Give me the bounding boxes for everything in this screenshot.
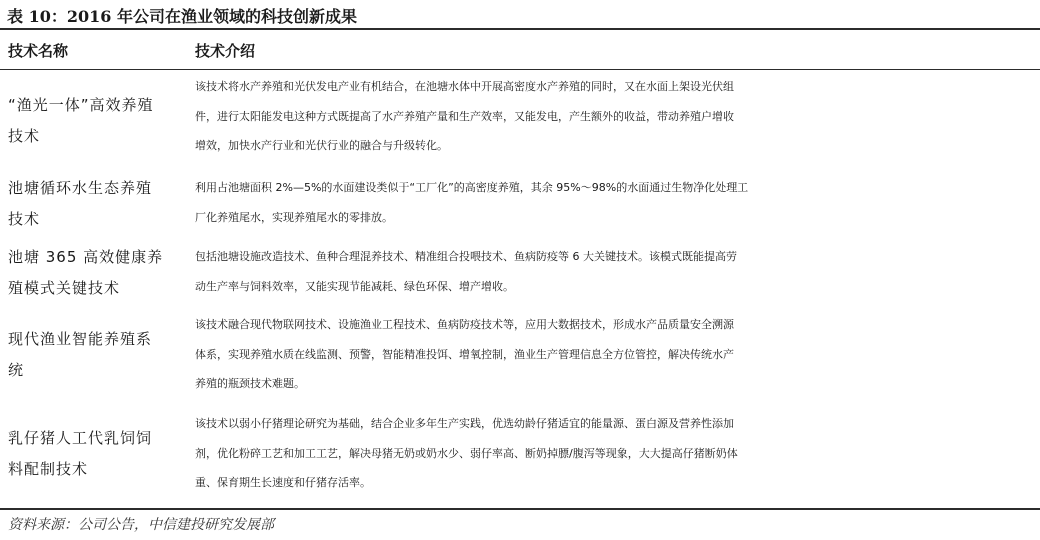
table-row	[0, 70, 1040, 158]
tech-desc-line: 件，进行太阳能发电这种方式既提高了水产养殖产量和生产效率，又能发电，产生额外的收益，带动养殖户增收	[195, 109, 734, 123]
tech-name-cell	[8, 90, 188, 152]
tech-desc-line: 该技术将水产养殖和光伏发电产业有机结合，在池塘水体中开展高密度水产养殖的同时，又在水面上架设光伏组	[195, 80, 734, 93]
table-header-row	[0, 30, 1040, 70]
table-bottom-rule	[0, 508, 1040, 510]
tech-desc-line: 动生产率与饲料效率，又能实现节能减耗、绿色环保、增产增收。	[195, 279, 514, 293]
tech-name-line: 统	[8, 361, 25, 379]
source-note: 资料来源：公司公告，中信建投研究发展部	[8, 517, 274, 533]
column-header-tech-desc: 技术介绍	[195, 42, 256, 60]
tech-name-line: 乳仔猪人工代乳饲饲	[8, 429, 153, 447]
tech-name-line: 池塘循环水生态养殖	[8, 179, 153, 197]
tech-name-cell	[8, 310, 188, 386]
tech-name-line: 技术	[8, 210, 41, 228]
tech-name-line: 池塘 365 高效健康养	[8, 248, 164, 266]
tech-desc-cell	[195, 409, 1035, 498]
tech-name-line: “渔光一体”高效养殖	[8, 96, 154, 114]
table-row	[0, 308, 1040, 400]
table-row	[0, 407, 1040, 503]
tech-name-cell	[8, 423, 188, 485]
tech-desc-cell	[195, 242, 1035, 301]
tech-desc-cell	[195, 310, 1035, 399]
table-title: 表 10：2016 年公司在渔业领域的科技创新成果	[7, 7, 357, 26]
tech-name-line: 现代渔业智能养殖系	[8, 330, 153, 348]
tech-desc-line: 剂，优化粉碎工艺和加工工艺，解决母猪无奶或奶水少、弱仔率高、断奶掉膘/腹泻等现象，大大提高仔猪断奶体	[195, 446, 738, 460]
column-header-tech-name: 技术名称	[8, 42, 69, 60]
tech-desc-line: 重、保育期生长速度和仔猪存活率。	[195, 476, 371, 489]
tech-desc-line: 增效，加快水产行业和光伏行业的融合与升级转化。	[195, 139, 448, 152]
tech-name-cell	[8, 242, 188, 304]
tech-desc-line: 体系，实现养殖水质在线监测、预警，智能精准投饵、增氧控制，渔业生产管理信息全方位管控，解决传统水产	[195, 347, 734, 361]
tech-desc-line: 包括池塘设施改造技术、鱼种合理混养技术、精准组合投喂技术、鱼病防疫等 6 大关键技术。该模式既能提高劳	[195, 250, 737, 263]
tech-desc-line: 该技术融合现代物联网技术、设施渔业工程技术、鱼病防疫技术等，应用大数据技术，形成水产品质量安全溯源	[195, 318, 734, 331]
table-row	[0, 171, 1040, 235]
table-title-bar	[0, 0, 1040, 30]
tech-name-line: 殖模式关键技术	[8, 279, 121, 297]
tech-desc-cell	[195, 72, 1035, 161]
tech-desc-cell	[195, 173, 1035, 232]
tech-name-line: 料配制技术	[8, 460, 89, 478]
tech-name-cell	[8, 173, 188, 235]
tech-desc-line: 厂化养殖尾水，实现养殖尾水的零排放。	[195, 210, 393, 224]
tech-desc-line: 利用占池塘面积 2%—5%的水面建设类似于“工厂化”的高密度养殖，其余 95%～98%的水面通过生物净化处理工	[195, 181, 749, 194]
tech-desc-line: 该技术以弱小仔猪理论研究为基础，结合企业多年生产实践，优选幼龄仔猪适宜的能量源、蛋白源及营养性添加	[195, 417, 734, 430]
tech-name-line: 技术	[8, 127, 41, 145]
tech-desc-line: 养殖的瓶颈技术难题。	[195, 377, 305, 390]
table-row	[0, 240, 1040, 304]
